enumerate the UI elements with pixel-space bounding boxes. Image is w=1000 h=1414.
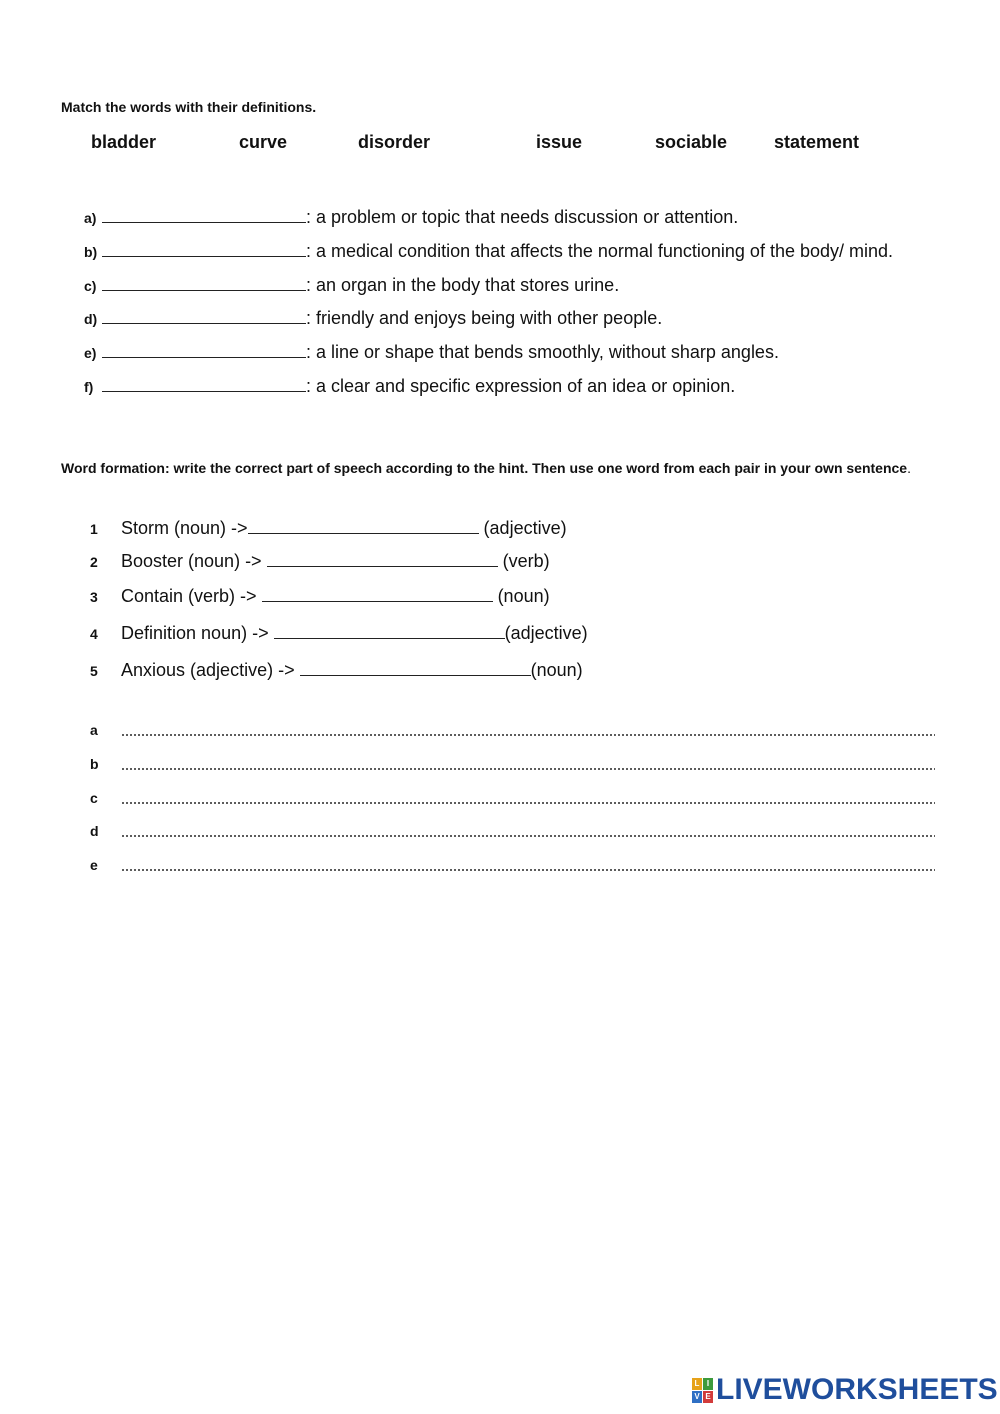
logo-mark-icon xyxy=(692,1378,713,1403)
answer-blank[interactable] xyxy=(267,552,498,567)
word-bank-item: disorder xyxy=(358,132,431,152)
sentence-dotted-input[interactable] xyxy=(121,768,935,770)
definition-label: c) xyxy=(84,278,97,294)
word-bank-item: sociable xyxy=(655,132,728,152)
word-formation-row xyxy=(90,660,583,681)
definition-text: : a medical condition that affects the normal functioning of the body/ mind. xyxy=(306,241,894,261)
sentence-line xyxy=(90,857,935,877)
sentence-line xyxy=(90,823,935,843)
item-prefix: Booster (noun) -> xyxy=(121,551,267,571)
sentence-line xyxy=(90,722,935,742)
sentence-label: d xyxy=(90,823,99,839)
word-bank-item: bladder xyxy=(91,132,157,152)
answer-blank[interactable] xyxy=(248,519,479,534)
logo-mark-tile: E xyxy=(703,1391,713,1403)
sentence-dotted-input[interactable] xyxy=(121,869,935,871)
section1-heading: Match the words with their definitions. xyxy=(61,99,317,115)
answer-blank[interactable] xyxy=(262,587,493,602)
logo-mark-tile: I xyxy=(703,1378,713,1390)
answer-blank[interactable] xyxy=(102,276,306,291)
item-suffix: (noun) xyxy=(492,586,550,606)
word-bank-item: issue xyxy=(536,132,583,152)
item-prefix: Definition noun) -> xyxy=(121,623,274,643)
answer-blank[interactable] xyxy=(102,208,306,223)
section2-heading xyxy=(61,457,941,480)
item-prefix: Anxious (adjective) -> xyxy=(121,660,300,680)
item-prefix: Storm (noun) -> xyxy=(121,518,248,538)
sentence-dotted-input[interactable] xyxy=(121,734,935,736)
definition-label: e) xyxy=(84,345,97,361)
logo-text: LIVEWORKSHEETS xyxy=(716,1373,998,1406)
definition-text: : a line or shape that bends smoothly, without sharp angles. xyxy=(306,342,779,362)
definition-label: f) xyxy=(84,379,94,395)
answer-blank[interactable] xyxy=(102,242,306,257)
definition-row xyxy=(84,308,662,329)
definition-text: : a problem or topic that needs discussion or attention. xyxy=(306,207,739,227)
definition-label: b) xyxy=(84,244,98,260)
answer-blank[interactable] xyxy=(274,624,505,639)
definition-row xyxy=(84,207,738,228)
sentence-label: b xyxy=(90,756,99,772)
item-number: 4 xyxy=(90,626,98,642)
logo-mark-tile: L xyxy=(692,1378,702,1390)
definition-row xyxy=(84,376,735,397)
definition-row xyxy=(84,342,779,363)
sentence-dotted-input[interactable] xyxy=(121,835,935,837)
word-formation-row xyxy=(90,551,550,572)
definition-text: : a clear and specific expression of an idea or opinion. xyxy=(306,376,736,396)
word-formation-row xyxy=(90,623,588,644)
item-suffix: (verb) xyxy=(497,551,550,571)
item-number: 3 xyxy=(90,589,98,605)
word-formation-row xyxy=(90,518,567,539)
item-suffix: (adjective) xyxy=(504,623,588,643)
logo-mark-tile: V xyxy=(692,1391,702,1403)
answer-blank[interactable] xyxy=(102,343,306,358)
answer-blank[interactable] xyxy=(102,377,306,392)
sentence-label: c xyxy=(90,790,98,806)
sentence-line xyxy=(90,790,935,810)
item-number: 1 xyxy=(90,521,98,537)
word-bank-item: statement xyxy=(774,132,860,152)
definition-label: a) xyxy=(84,210,97,226)
definition-text: : friendly and enjoys being with other people. xyxy=(306,308,663,328)
sentence-dotted-input[interactable] xyxy=(121,802,935,804)
definition-row xyxy=(84,275,619,296)
definition-row xyxy=(84,241,893,262)
item-suffix: (adjective) xyxy=(478,518,567,538)
section2-heading-text: Word formation: write the correct part of speech according to the hint. Then use one word from each pair in your own sentence xyxy=(61,460,908,476)
section2-heading-period: . xyxy=(907,460,911,476)
item-number: 2 xyxy=(90,554,98,570)
item-prefix: Contain (verb) -> xyxy=(121,586,262,606)
word-formation-row xyxy=(90,586,550,607)
answer-blank[interactable] xyxy=(102,309,306,324)
sentence-line xyxy=(90,756,935,776)
item-number: 5 xyxy=(90,663,98,679)
word-bank-item: curve xyxy=(239,132,288,152)
definition-label: d) xyxy=(84,311,98,327)
liveworksheets-logo xyxy=(692,1373,998,1407)
definition-text: : an organ in the body that stores urine. xyxy=(306,275,620,295)
sentence-label: a xyxy=(90,722,98,738)
answer-blank[interactable] xyxy=(300,661,531,676)
item-suffix: (noun) xyxy=(530,660,583,680)
sentence-label: e xyxy=(90,857,98,873)
